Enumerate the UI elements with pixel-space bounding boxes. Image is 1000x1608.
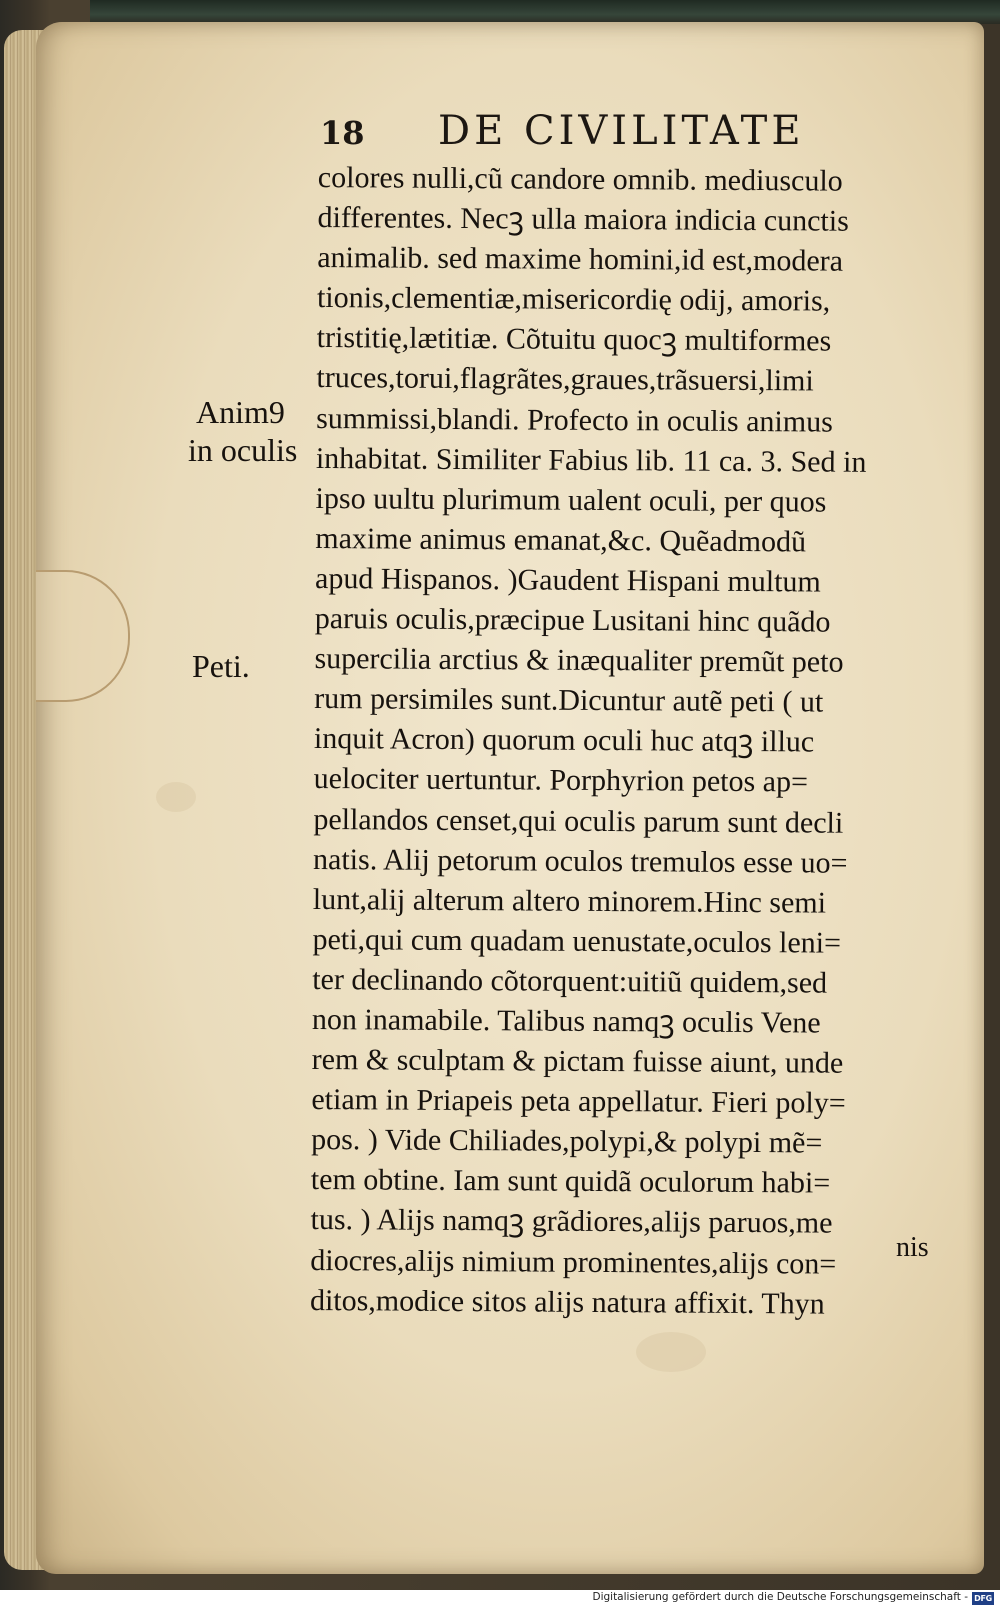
text-line: non inamabile. Talibus namqꝫ oculis Vene [311,1002,821,1040]
text-line: natis. Alij petorum oculos tremulos esse uo= [312,842,848,880]
text-line: supercilia arctius & inæqualiter premũt peto [314,642,844,679]
folio-number: 18 [320,114,365,152]
running-head-title: DE CIVILITATE [438,108,805,154]
text-line: ter declinando cõtorquent:uitiũ quidem,sed [312,962,828,1000]
text-line: pellandos censet,qui oculis parum sunt decli [313,802,844,840]
text-line: apud Hispanos. )Gaudent Hispani multum [314,561,821,599]
text-line: uelociter uertuntur. Porphyrion petos ap= [313,762,809,799]
page-tab-outline [36,570,130,702]
text-line: summissi,blandi. Profecto in oculis animus [316,401,833,439]
text-line: truces,torui,flagrãtes,graues,trãsuersi,limi [316,361,814,398]
text-line: animalib. sed maxime homini,id est,modera [317,241,844,278]
text-line: pos. ) Vide Chiliades,polypi,& polypi mẽ= [311,1123,823,1160]
text-line: tristitię,lætitiæ. Cõtuitu quocꝫ multiformes [316,321,832,358]
text-line: paruis oculis,præcipue Lusitani hinc quãdo [314,602,831,639]
text-line: ipso uultu plurimum ualent oculi, per quos [315,481,827,519]
text-line: peti,qui cum quadam uenustate,oculos leni= [312,922,842,960]
paper-stain [156,782,196,812]
dfg-logo[interactable]: DFG [972,1592,994,1605]
text-line: inquit Acron) quorum oculi huc atqꝫ illuc [313,722,815,759]
text-line: tem obtine. Iam sunt quidã oculorum habi= [310,1163,831,1200]
paper-stain [636,1332,706,1372]
text-line: maxime animus emanat,&c. Quẽadmodũ [315,521,807,559]
text-line: inhabitat. Similiter Fabius lib. 11 ca. 3. Sed in [315,441,867,479]
text-line: tus. ) Alijs namqꝫ grãdiores,alijs paruos,me [310,1203,833,1241]
text-line: differentes. Necꝫ ulla maiora indicia cunctis [317,201,849,238]
book-cover-edge [90,0,1000,24]
marginal-note-animus: Anim9 [196,394,285,430]
footer-credit: Digitalisierung gefördert durch die Deutsche Forschungsgemeinschaft - [592,1591,968,1603]
text-line: rum persimiles sunt.Dicuntur autẽ peti ( ut [314,682,824,719]
body-text [310,158,958,1325]
text-line: lunt,alij alterum altero minorem.Hinc semi [312,882,827,920]
text-line: ditos,modice sitos alijs natura affixit. Thyn [309,1283,825,1321]
digitization-footer [0,1590,1000,1608]
text-line: rem & sculptam & pictam fuisse aiunt, unde [311,1043,844,1080]
text-line: colores nulli,cũ candore omnib. mediusculo [317,160,843,198]
text-line: diocres,alijs nimium prominentes,alijs con= [310,1243,837,1281]
marginal-note-peti: Peti. [192,648,250,684]
running-head [320,108,880,156]
marginal-note-in-oculis: in oculis [188,432,298,468]
catchword: nis [896,1232,929,1263]
text-line: etiam in Priapeis peta appellatur. Fieri poly= [311,1083,846,1120]
text-line: tionis,clementiæ,misericordię odij, amoris, [316,281,831,318]
